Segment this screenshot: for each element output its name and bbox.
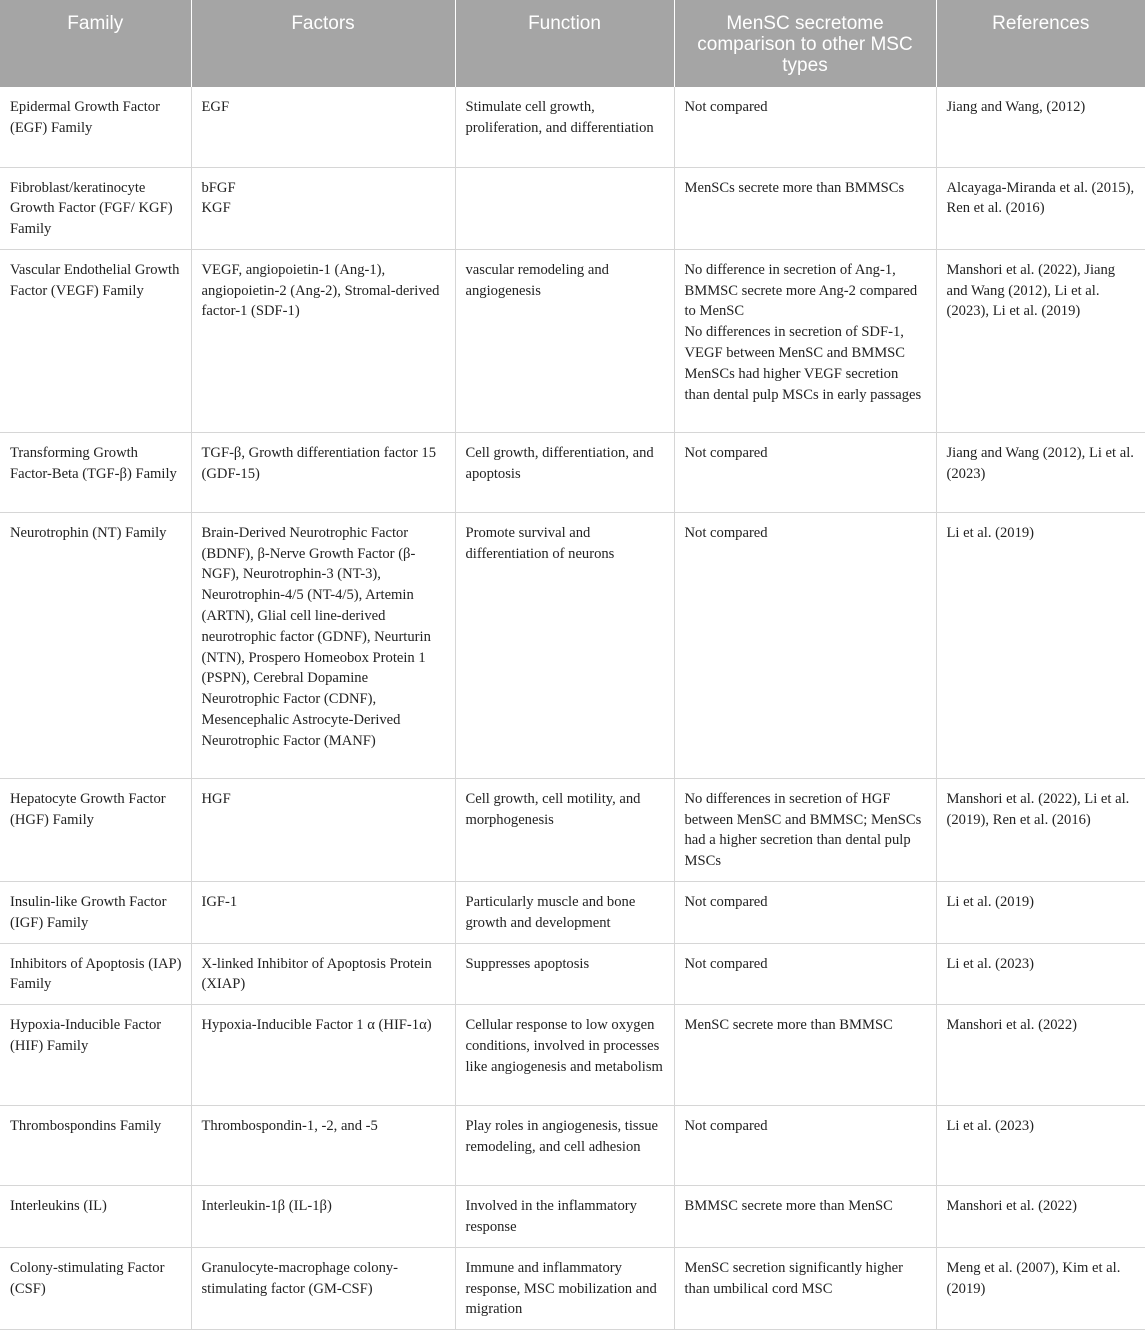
- factors-cell: bFGF KGF: [191, 167, 455, 249]
- references-cell: Li et al. (2019): [936, 512, 1145, 778]
- header-family: Family: [0, 0, 191, 87]
- family-cell: Inhibitors of Apoptosis (IAP) Family: [0, 943, 191, 1005]
- header-references: References: [936, 0, 1145, 87]
- header-function: Function: [455, 0, 674, 87]
- references-cell: Manshori et al. (2022), Li et al. (2019), Ren et al. (2016): [936, 778, 1145, 881]
- family-cell: Colony-stimulating Factor (CSF): [0, 1247, 191, 1329]
- factors-cell: TGF-β, Growth differentiation factor 15 (GDF-15): [191, 432, 455, 512]
- table-row: [0, 512, 1145, 778]
- comparison-cell: Not compared: [674, 1106, 936, 1186]
- family-cell: Interleukins (IL): [0, 1186, 191, 1248]
- function-cell: Involved in the inflammatory response: [455, 1186, 674, 1248]
- header-row: [0, 0, 1145, 87]
- table-row: [0, 432, 1145, 512]
- family-cell: Hepatocyte Growth Factor (HGF) Family: [0, 778, 191, 881]
- references-cell: Meng et al. (2007), Kim et al. (2019): [936, 1247, 1145, 1329]
- table-row: [0, 87, 1145, 167]
- factors-cell: IGF-1: [191, 882, 455, 944]
- table-row: [0, 778, 1145, 881]
- family-cell: Hypoxia-Inducible Factor (HIF) Family: [0, 1005, 191, 1106]
- table-row: [0, 1186, 1145, 1248]
- family-cell: Neurotrophin (NT) Family: [0, 512, 191, 778]
- header-comparison: MenSC secretome comparison to other MSC types: [674, 0, 936, 87]
- function-cell: Play roles in angiogenesis, tissue remodeling, and cell adhesion: [455, 1106, 674, 1186]
- comparison-cell: MenSC secretion significantly higher than umbilical cord MSC: [674, 1247, 936, 1329]
- factors-cell: Interleukin-1β (IL-1β): [191, 1186, 455, 1248]
- family-cell: Insulin-like Growth Factor (IGF) Family: [0, 882, 191, 944]
- references-cell: Li et al. (2023): [936, 1106, 1145, 1186]
- function-cell: vascular remodeling and angiogenesis: [455, 249, 674, 432]
- family-cell: Fibroblast/keratinocyte Growth Factor (FGF/ KGF) Family: [0, 167, 191, 249]
- references-cell: Li et al. (2023): [936, 943, 1145, 1005]
- table-row: [0, 1106, 1145, 1186]
- factors-cell: HGF: [191, 778, 455, 881]
- function-cell: Particularly muscle and bone growth and development: [455, 882, 674, 944]
- comparison-cell: Not compared: [674, 87, 936, 167]
- table-row: [0, 882, 1145, 944]
- table-row: [0, 1005, 1145, 1106]
- comparison-cell: No differences in secretion of HGF between MenSC and BMMSC; MenSCs had a higher secretion than dental pulp MSCs: [674, 778, 936, 881]
- factors-cell: X-linked Inhibitor of Apoptosis Protein (XIAP): [191, 943, 455, 1005]
- comparison-cell: MenSCs secrete more than BMMSCs: [674, 167, 936, 249]
- table-body: [0, 87, 1145, 1330]
- function-cell: Stimulate cell growth, proliferation, and differentiation: [455, 87, 674, 167]
- comparison-cell: Not compared: [674, 943, 936, 1005]
- table-row: [0, 167, 1145, 249]
- factors-cell: EGF: [191, 87, 455, 167]
- references-cell: Manshori et al. (2022): [936, 1005, 1145, 1106]
- references-cell: Li et al. (2019): [936, 882, 1145, 944]
- function-cell: Cellular response to low oxygen conditions, involved in processes like angiogenesis and metabolism: [455, 1005, 674, 1106]
- references-cell: Jiang and Wang (2012), Li et al. (2023): [936, 432, 1145, 512]
- function-cell: Suppresses apoptosis: [455, 943, 674, 1005]
- comparison-cell: BMMSC secrete more than MenSC: [674, 1186, 936, 1248]
- references-cell: Manshori et al. (2022), Jiang and Wang (2012), Li et al. (2023), Li et al. (2019): [936, 249, 1145, 432]
- function-cell: Promote survival and differentiation of neurons: [455, 512, 674, 778]
- factors-cell: VEGF, angiopoietin-1 (Ang-1), angiopoietin-2 (Ang-2), Stromal-derived factor-1 (SDF-1): [191, 249, 455, 432]
- table-row: [0, 1247, 1145, 1329]
- function-cell: Cell growth, differentiation, and apoptosis: [455, 432, 674, 512]
- comparison-cell: Not compared: [674, 512, 936, 778]
- family-cell: Transforming Growth Factor-Beta (TGF-β) Family: [0, 432, 191, 512]
- family-cell: Thrombospondins Family: [0, 1106, 191, 1186]
- references-cell: Alcayaga-Miranda et al. (2015), Ren et al. (2016): [936, 167, 1145, 249]
- factors-cell: Thrombospondin-1, -2, and -5: [191, 1106, 455, 1186]
- function-cell: Cell growth, cell motility, and morphogenesis: [455, 778, 674, 881]
- factors-cell: Hypoxia-Inducible Factor 1 α (HIF-1α): [191, 1005, 455, 1106]
- function-cell: [455, 167, 674, 249]
- comparison-cell: Not compared: [674, 882, 936, 944]
- table-header: [0, 0, 1145, 87]
- comparison-cell: Not compared: [674, 432, 936, 512]
- references-cell: Manshori et al. (2022): [936, 1186, 1145, 1248]
- factors-cell: Granulocyte-macrophage colony-stimulating factor (GM-CSF): [191, 1247, 455, 1329]
- function-cell: Immune and inflammatory response, MSC mobilization and migration: [455, 1247, 674, 1329]
- comparison-cell: MenSC secrete more than BMMSC: [674, 1005, 936, 1106]
- family-cell: Vascular Endothelial Growth Factor (VEGF) Family: [0, 249, 191, 432]
- references-cell: Jiang and Wang, (2012): [936, 87, 1145, 167]
- comparison-cell: No difference in secretion of Ang-1, BMMSC secrete more Ang-2 compared to MenSC No differences in secretion of SDF-1, VEGF between MenSC and BMMSC MenSCs had higher VEGF secretion than dental pulp MSCs in early passages: [674, 249, 936, 432]
- table-row: [0, 943, 1145, 1005]
- factors-cell: Brain-Derived Neurotrophic Factor (BDNF), β-Nerve Growth Factor (β-NGF), Neurotrophin-3 (NT-3), Neurotrophin-4/5 (NT-4/5), Artemin (ARTN), Glial cell line-derived neurotrophic factor (GDNF), Neurturin (NTN), Prospero Homeobox Protein 1 (PSPN), Cerebral Dopamine Neurotrophic Factor (CDNF), Mesencephalic Astrocyte-Derived Neurotrophic Factor (MANF): [191, 512, 455, 778]
- header-factors: Factors: [191, 0, 455, 87]
- family-cell: Epidermal Growth Factor (EGF) Family: [0, 87, 191, 167]
- table-row: [0, 249, 1145, 432]
